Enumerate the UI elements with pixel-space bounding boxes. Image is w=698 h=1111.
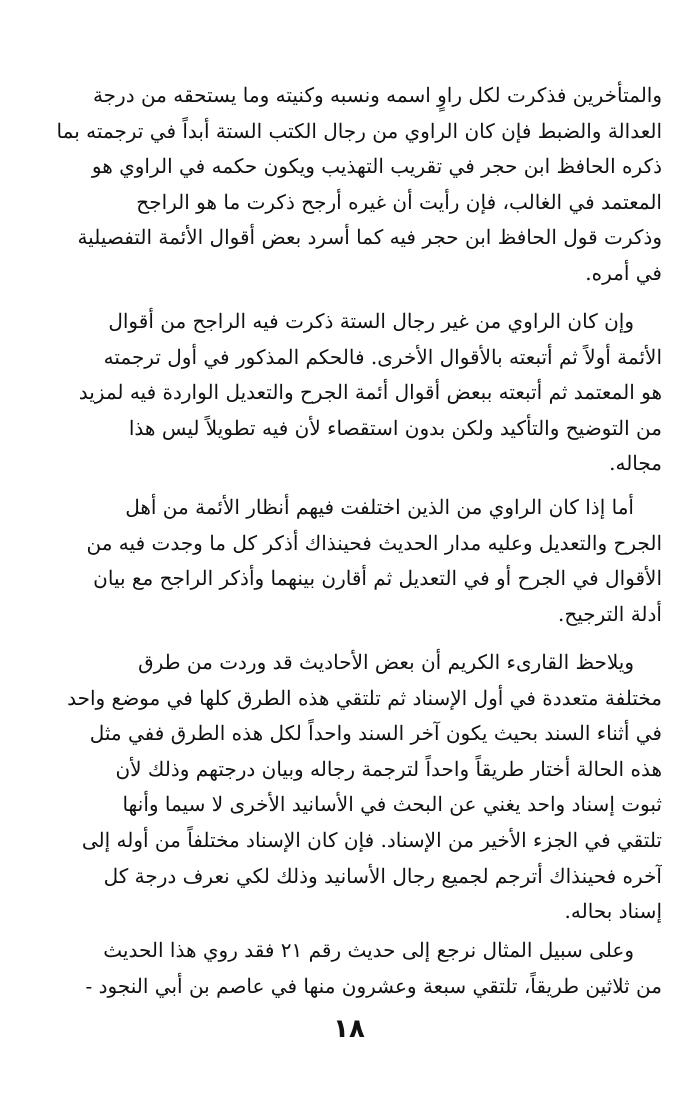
- text-line: الجرح والتعديل وعليه مدار الحديث فحينذاك أذكر كل ما وجدت فيه من: [86, 530, 662, 555]
- text-line: ذكره الحافظ ابن حجر في تقريب التهذيب ويكون حكمه في الراوي هو: [91, 154, 662, 179]
- text-line: إسناد بحاله.: [564, 899, 662, 924]
- text-line: آخره فحينذاك أترجم لجميع رجال الأسانيد وذلك لكي نعرف درجة كل: [103, 863, 662, 888]
- text-line: مختلفة متعددة في أول الإسناد ثم تلتقي هذه الطرق كلها في موضع واحد: [67, 685, 662, 710]
- text-line: العدالة والضبط فإن كان الراوي من رجال الكتب الستة أبداً في ترجمته بما: [56, 118, 662, 143]
- text-line: وإن كان الراوي من غير رجال الستة ذكرت فيه الراجح من أقوال: [108, 309, 634, 333]
- text-line: الأقوال في الجرح أو في التعديل ثم أقارن بينهما وأذكر الراجح مع بيان: [93, 566, 662, 591]
- text-line: هو المعتمد ثم أتبعته ببعض أقوال أئمة الجرح والتعديل الواردة فيه لمزيد: [78, 380, 662, 405]
- text-line: الأئمة أولاً ثم أتبعته بالأقوال الأخرى. فالحكم المذكور في أول ترجمته: [103, 344, 662, 369]
- text-line: مجاله.: [609, 451, 662, 476]
- text-line: أما إذا كان الراوي من الذين اختلفت فيهم أنظار الأئمة من أهل: [125, 495, 634, 519]
- paragraph-2: [34, 304, 662, 482]
- paragraph-1: [34, 78, 662, 292]
- text-line: في أمره.: [585, 260, 662, 285]
- page-number: ١٨: [333, 1014, 365, 1044]
- text-line: تلتقي في الجزء الأخير من الإسناد. فإن كان الإسناد مختلفاً من أوله إلى: [81, 827, 662, 852]
- text-line: من ثلاثين طريقاً، تلتقي سبعة وعشرون منها في عاصم بن أبي النجود -: [85, 973, 662, 998]
- paragraph-3: [34, 490, 662, 632]
- text-line: ثبوت إسناد واحد يغني عن البحث في الأسانيد الأخرى لا سيما وأنها: [122, 792, 662, 817]
- text-line: هذه الحالة أختار طريقاً واحداً لترجمة رجاله وبيان درجتهم وذلك لأن: [115, 756, 662, 781]
- text-line: أدلة الترجيح.: [557, 601, 662, 626]
- text-line: والمتأخرين فذكرت لكل راوٍ اسمه ونسبه وكنيته وما يستحقه من درجة: [92, 83, 662, 107]
- text-line: ويلاحظ القارىء الكريم أن بعض الأحاديث قد وردت من طرق: [138, 650, 634, 674]
- paragraph-4: [34, 645, 662, 930]
- text-line: وذكرت قول الحافظ ابن حجر فيه كما أسرد بعض أقوال الأئمة التفصيلية: [77, 225, 662, 250]
- text-line: في أثناء السند بحيث يكون آخر السند واحداً لكل هذه الطرق ففي مثل: [89, 721, 662, 746]
- text-line: وعلى سبيل المثال نرجع إلى حديث رقم ٢١ فقد روي هذا الحديث: [103, 938, 634, 962]
- text-line: المعتمد في الغالب، فإن رأيت أن غيره أرجح ذكرت ما هو الراجح: [136, 189, 662, 214]
- text-line: من التوضيح والتأكيد ولكن بدون استقصاء لأن فيه تطويلاً ليس هذا: [128, 415, 662, 440]
- paragraph-5: [34, 933, 662, 1004]
